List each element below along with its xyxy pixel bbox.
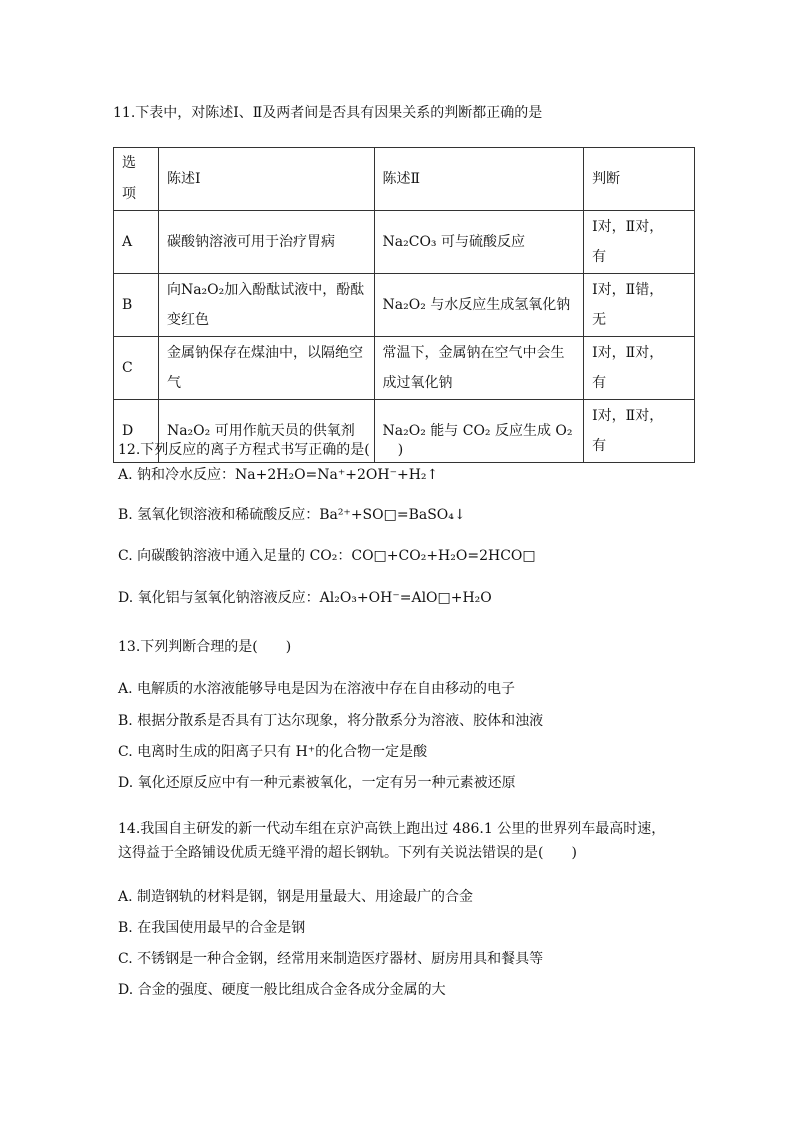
row-judgment: Ⅰ对，Ⅱ对， 有 [584,400,695,463]
header-statement-1: 陈述Ⅰ [158,148,374,211]
row-option: C [114,337,159,400]
row-statement-1: 金属钠保存在煤油中，以隔绝空 气 [158,337,374,400]
question-12-option-b: B. 氢氧化钡溶液和稀硫酸反应：Ba²⁺+SO□=BaSO₄↓ [118,507,466,523]
question-13-option-b: B. 根据分散系是否具有丁达尔现象，将分散系分为溶液、胶体和浊液 [118,713,544,729]
header-judgment: 判断 [584,148,695,211]
row-option: B [114,274,159,337]
question-14-option-c: C. 不锈钢是一种合金钢，经常用来制造医疗器材、厨房用具和餐具等 [118,951,544,967]
question-14-title-line-1: 14.我国自主研发的新一代动车组在京沪高铁上跑出过 486.1 公里的世界列车最高时速， [118,821,666,837]
question-14-option-b: B. 在我国使用最早的合金是钢 [118,920,306,936]
question-12-title: 12.下列反应的离子方程式书写正确的是( ) [118,442,404,458]
row-statement-1: Na₂O₂ 可用作航天员的供氧剂 [158,400,374,463]
question-14-title-line-2: 这得益于全路铺设优质无缝平滑的超长钢轨。下列有关说法错误的是( ) [118,845,577,861]
question-13-option-d: D. 氧化还原反应中有一种元素被氧化，一定有另一种元素被还原 [118,775,516,791]
row-option: D [114,400,159,463]
row-option: A [114,211,159,274]
row-statement-2: 常温下，金属钠在空气中会生 成过氧化钠 [374,337,584,400]
question-14-option-a: A. 制造钢轨的材料是钢，钢是用量最大、用途最广的合金 [118,889,474,905]
question-13-option-a: A. 电解质的水溶液能够导电是因为在溶液中存在自由移动的电子 [118,681,516,697]
question-12-option-a: A. 钠和冷水反应：Na+2H₂O=Na⁺+2OH⁻+H₂↑ [118,467,439,483]
table-row [114,274,695,337]
question-12-option-c: C. 向碳酸钠溶液中通入足量的 CO₂：CO□+CO₂+H₂O=2HCO□ [118,548,536,564]
row-judgment: Ⅰ对，Ⅱ对， 有 [584,337,695,400]
row-statement-1: 向Na₂O₂加入酚酞试液中，酚酞 变红色 [158,274,374,337]
row-statement-1: 碳酸钠溶液可用于治疗胃病 [158,211,374,274]
row-judgment: Ⅰ对，Ⅱ错， 无 [584,274,695,337]
question-13-option-c: C. 电离时生成的阳离子只有 H⁺的化合物一定是酸 [118,744,428,760]
row-statement-2: Na₂O₂ 能与 CO₂ 反应生成 O₂ [374,400,584,463]
header-option: 选项 [114,148,159,211]
row-statement-2: Na₂O₂ 与水反应生成氢氧化钠 [374,274,584,337]
question-11-title: 11.下表中，对陈述Ⅰ、Ⅱ及两者间是否具有因果关系的判断都正确的是 [113,105,543,121]
question-13-title: 13.下列判断合理的是( ) [118,639,292,655]
table-header-row [114,148,695,211]
table-row [114,337,695,400]
comparison-table [113,147,695,463]
header-statement-2: 陈述Ⅱ [374,148,584,211]
question-12-option-d: D. 氧化铝与氢氧化钠溶液反应：Al₂O₃+OH⁻=AlO□+H₂O [118,590,492,606]
row-judgment: Ⅰ对，Ⅱ对， 有 [584,211,695,274]
question-14-option-d: D. 合金的强度、硬度一般比组成合金各成分金属的大 [118,982,446,998]
row-statement-2: Na₂CO₃ 可与硫酸反应 [374,211,584,274]
table-row [114,211,695,274]
